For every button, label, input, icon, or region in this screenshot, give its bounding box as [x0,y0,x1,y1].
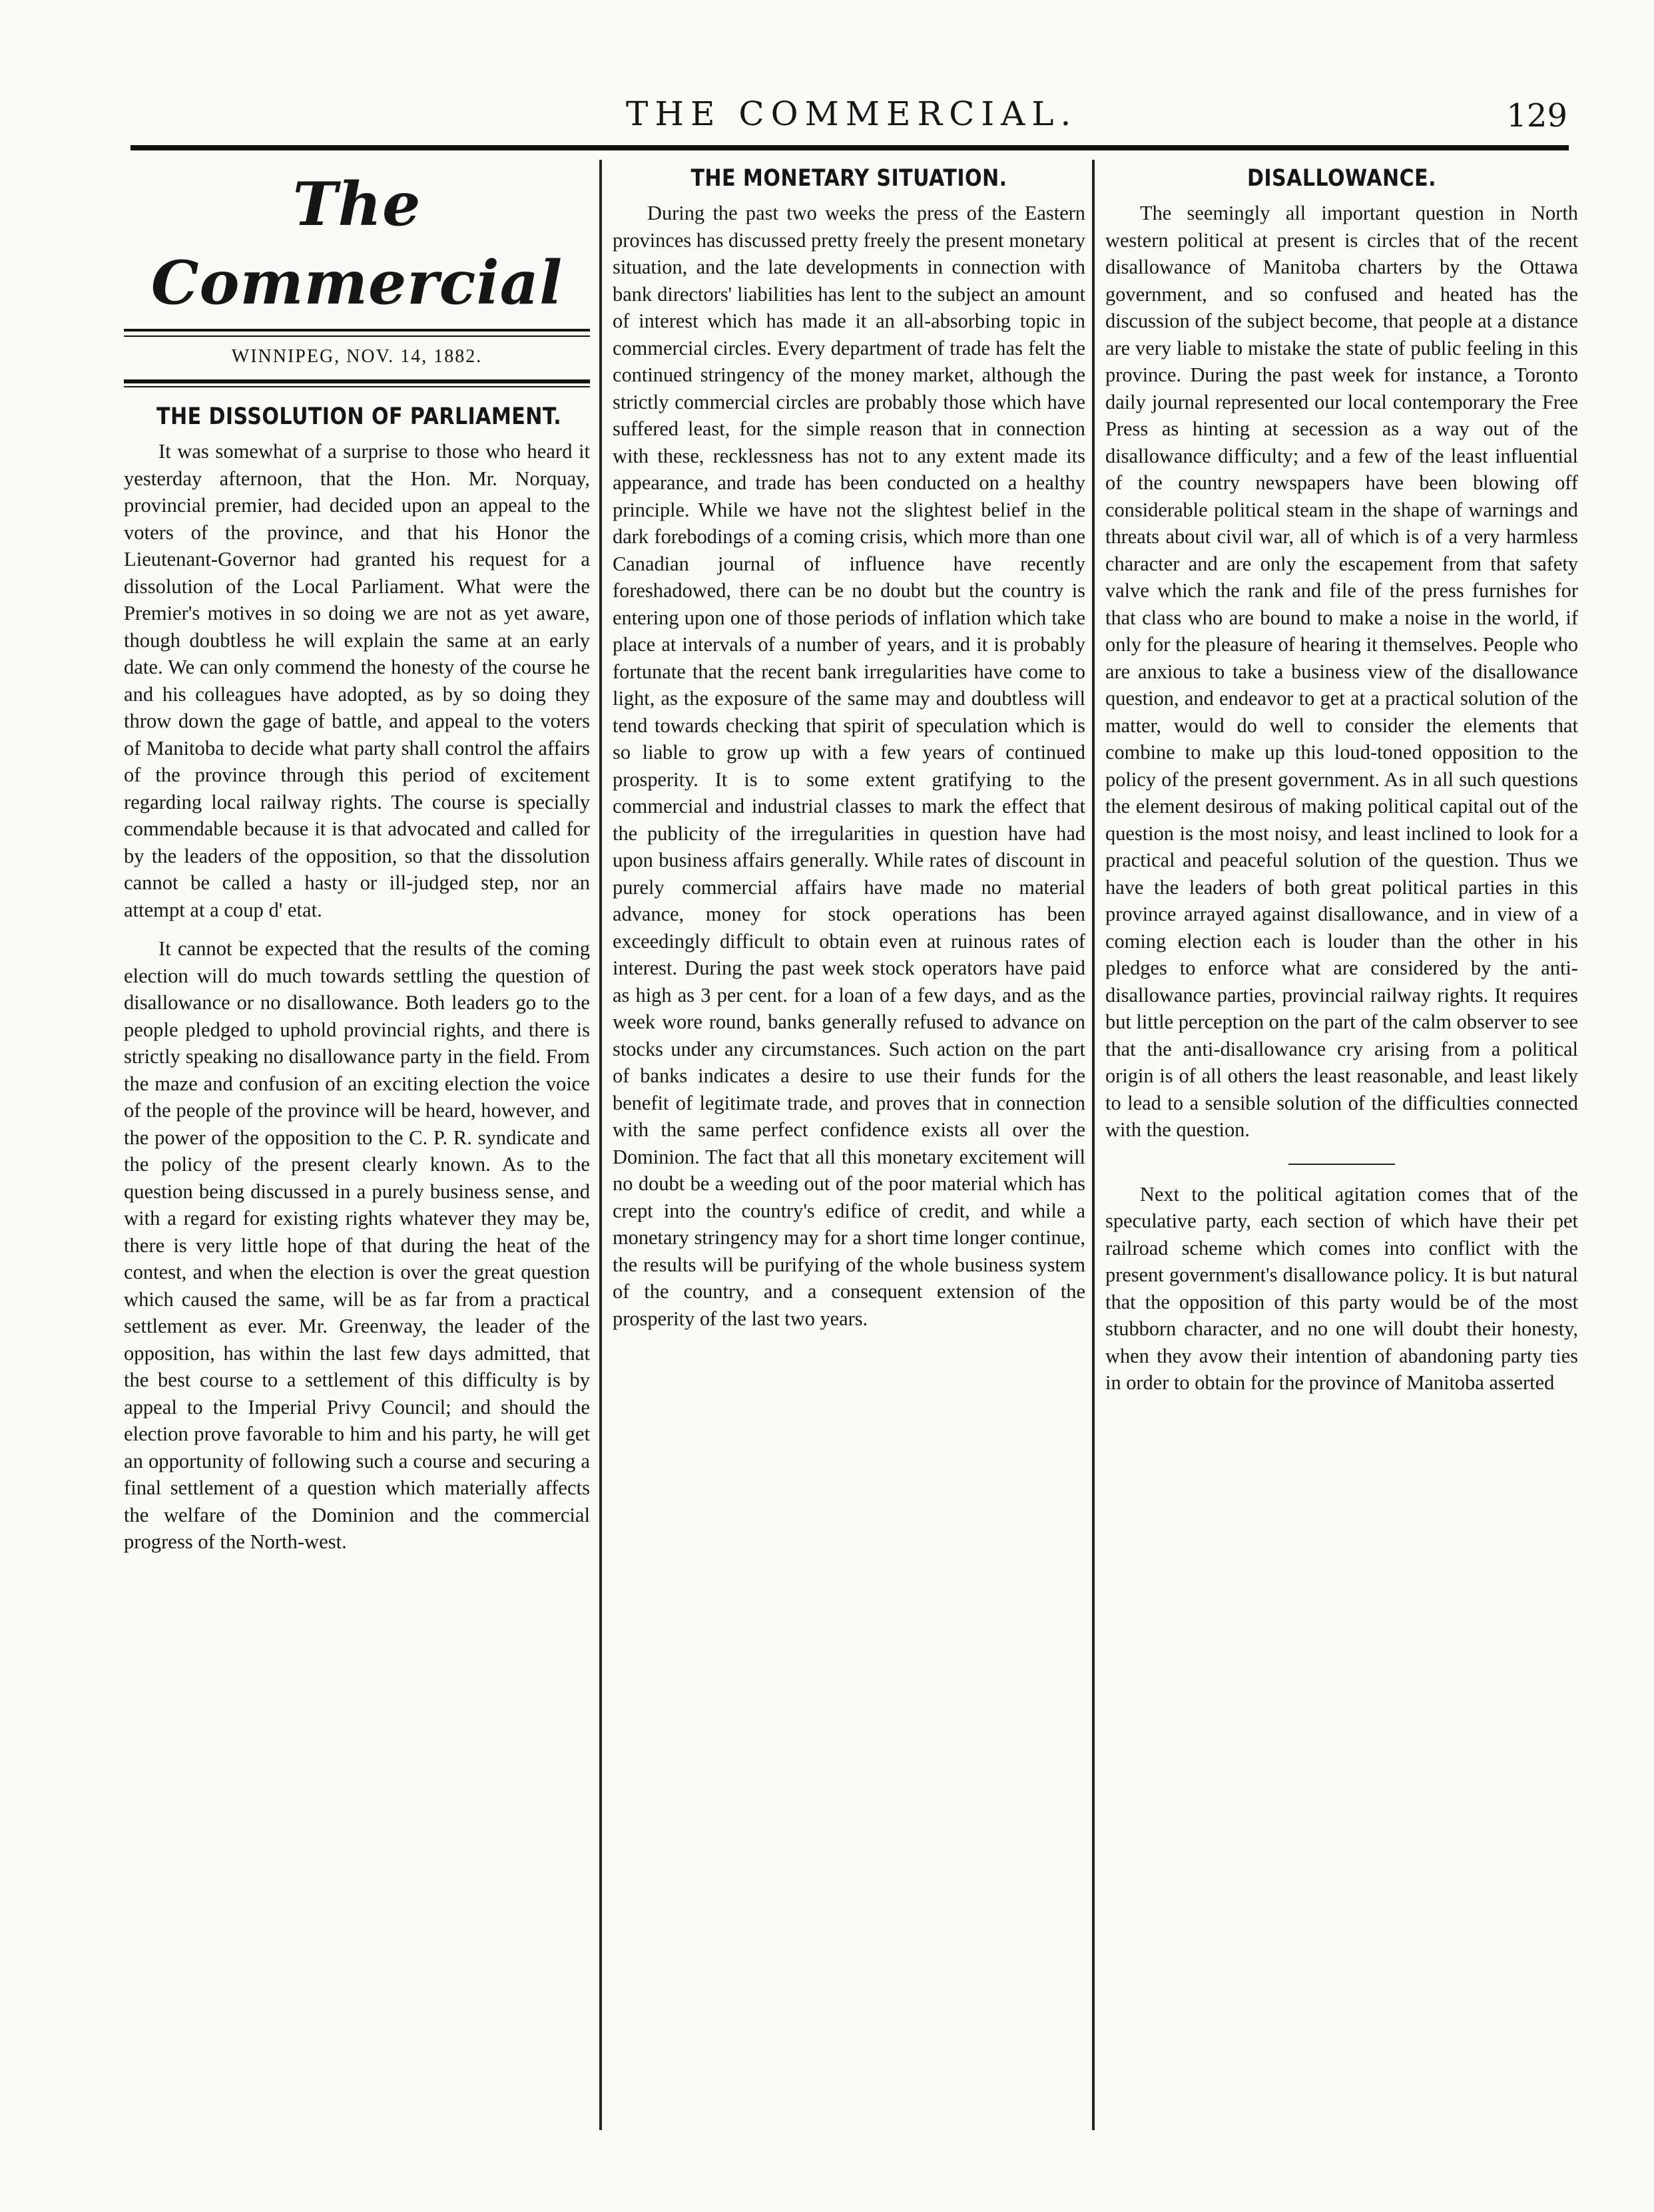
article-heading: DISALLOWANCE. [1246,165,1437,192]
article-paragraph: It cannot be expected that the results of the coming election will do much towards settling the question of disallowance or no disallowance. Both leaders go to the people pledged to uphold provincial rights, and there is strictly speaking no disallowance party in the field. From the maze and confusion of an exciting election the voice of the people of the province will be heard, however, and the power of the opposition to the C. P. R. syndicate and the policy of the present clearly known. As to the question being discussed in a purely business sense, and with a regard for existing rights whatever they may be, there is very little hope of that during the heat of the contest, and when the election is over the great question which caused the same, will be as far from a practical settlement as ever. Mr. Greenway, the leader of the opposition, has within the last few days admitted, that the best course to a settlement of this difficulty is by appeal to the Imperial Privy Council; and should the election prove favorable to him and his party, he will get an opportunity of following such a course and securing a final settlement of a question which materially affects the welfare of the Dominion and the commercial progress of the North-west. [124,937,590,1553]
section-rule [124,386,590,387]
column-left [124,165,590,1556]
running-head-title: THE COMMERCIAL. [626,95,1078,133]
column-divider [599,160,602,2130]
article-paragraph: Next to the political agitation comes that of the speculative party, each section of which have their pet railroad scheme which comes into conflict with the present government's disallowance policy. It is but natural that the opposition of this party would be of the most stubborn character, and no one will doubt their honesty, when they avow their intention of abandoning party ties in order to obtain for the province of Manitoba asserted [1105,1182,1578,1394]
masthead-rule [124,329,590,332]
section-rule [124,379,590,383]
dateline: WINNIPEG, NOV. 14, 1882. [231,346,483,367]
column-right [1105,165,1578,1397]
masthead-rule [124,335,590,337]
article-heading: THE DISSOLUTION OF PARLIAMENT. [156,403,562,430]
masthead-title: The Commercial [150,169,563,318]
column-divider [1092,160,1095,2130]
article-paragraph: It was somewhat of a surprise to those who heard it yesterday afternoon, that the Hon. Mr. Norquay, provincial premier, had decided upon an appeal to the voters of the province, and that his Honor the Lieutenant-Governor had granted his request for a dissolution of the Local Parliament. What were the Premier's motives in so doing we are not as yet aware, though doubtless he will explain the same at an early date. We can only commend the honesty of the course he and his colleagues have adopted, as by so doing they throw down the gage of battle, and appeal to the voters of Manitoba to decide what party shall control the affairs of the province through this period of excitement regarding local railway rights. The course is specially commendable because it is that advocated and called for by the leaders of the opposition, so that the dissolution cannot be called a hasty or ill-judged step, nor an attempt at a coup d' etat. [124,440,590,921]
article-paragraph: During the past two weeks the press of the Eastern provinces has discussed pretty freely the present monetary situation, and the late developments in connection with bank directors' liabilities has lent to the subject an amount of interest which has made it an all-absorbing topic in commercial circles. Every department of trade has felt the continued stringency of the money market, although the strictly commercial circles are probably those which have suffered least, for the simple reason that in connection with these, recklessness has not to any extent made its appearance, and trade has been conducted on a healthy principle. While we have not the slightest belief in the dark forebodings of a coming crisis, which more than one Canadian journal of influence have recently foreshadowed, there can be no doubt but the country is entering upon one of those periods of inflation which take place at intervals of a number of years, and it is probably fortunate that the recent bank irregularities have come to light, as the exposure of the same may and doubtless will tend towards checking that spirit of speculation which is so liable to grow up with a few years of continued prosperity. It is to some extent gratifying to the commercial and industrial classes to mark the effect that the publicity of the irregularities in question have had upon business affairs generally. While rates of discount in purely commercial affairs have made no material advance, money for stock operations has been exceedingly difficult to obtain even at ruinous rates of interest. During the past week stock operators have paid as high as 3 per cent. for a loan of a few days, and as the week wore round, banks generally refused to advance on stocks under any circumstances. Such action on the part of banks indicates a desire to use their funds for the benefit of legitimate trade, and proves that in connection with the same perfect confidence exists all over the Dominion. The fact that all this monetary excitement will no doubt be a weeding out of the poor material which has crept into the country's edifice of credit, and while a monetary stringency may for a short time longer continue, the results will be purifying of the whole business system of the country, and a consequent extension of the prosperity of the last two years. [613,202,1085,1330]
column-middle [613,165,1085,1332]
paragraph-separator [1288,1164,1395,1165]
page-number: 129 [1506,97,1567,134]
running-head [0,95,1654,141]
article-heading: THE MONETARY SITUATION. [690,165,1007,192]
article-paragraph: The seemingly all important question in North western political at present is circles that of the recent disallowance of Manitoba charters by the Ottawa government, and so confused and heated has the discussion of the subject become, that people at a distance are very liable to mistake the state of public feeling in this province. During the past week for instance, a Toronto daily journal represented our local contemporary the Free Press as hinting at secession as a way out of the disallowance difficulty; and a few of the least influential of the country newspapers have been blowing off considerable political steam in the shape of warnings and threats about civil war, all of which is of a very harmless character and are only the escapement from that safety valve which the rank and file of the press furnishes for that class who are bound to make a noise in the world, if only for the pleasure of hearing it themselves. People who are anxious to take a business view of the disallowance question, and endeavor to get at a practical solution of the matter, would do well to consider the elements that combine to make up this loud-toned opposition to the policy of the present government. As in all such questions the element desirous of making political capital out of the question is the most noisy, and least inclined to look for a practical and peaceful solution of the question. Thus we have the leaders of both great political parties in this province arrayed against disallowance, and in view of a coming election each is louder than the other in his pledges to enforce what are considered by the anti-disallowance parties, provincial railway rights. It requires but little perception on the part of the calm observer to see that the anti-disallowance cry arising from a political origin is of all others the least reasonable, and least likely to lead to a sensible solution of the difficulties connected with the question. [1105,202,1578,1141]
top-rule [131,145,1569,150]
